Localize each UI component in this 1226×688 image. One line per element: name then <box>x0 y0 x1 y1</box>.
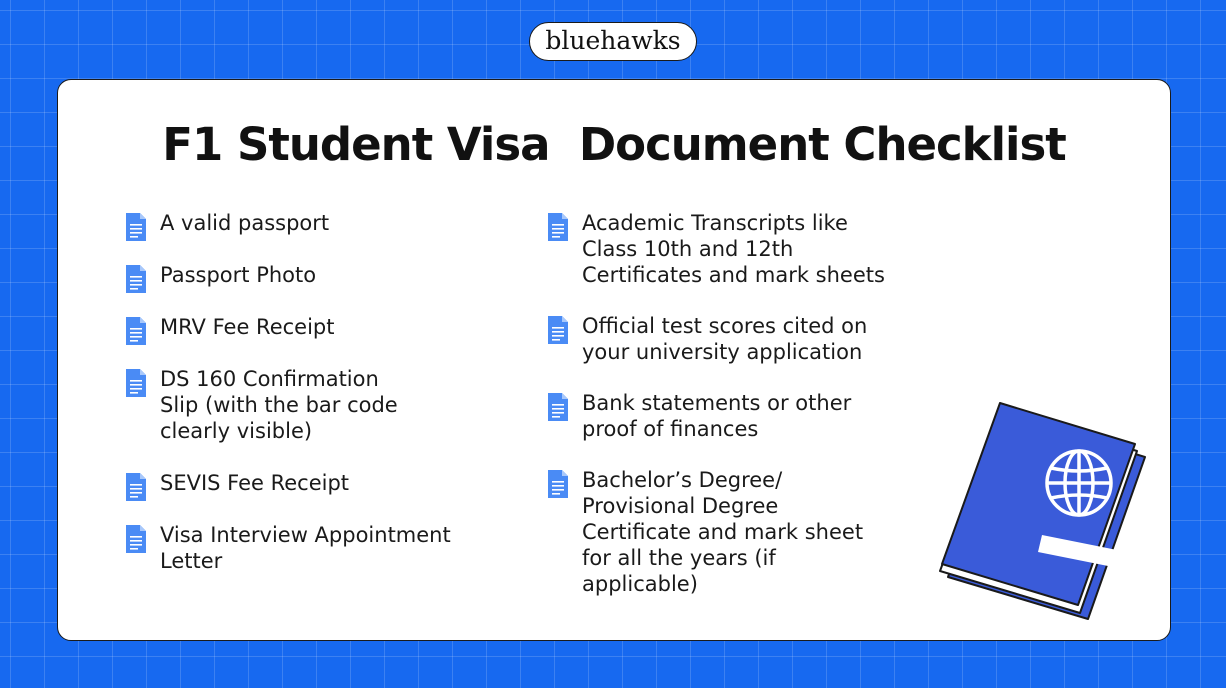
checklist-item <box>124 522 504 574</box>
checklist-item-label: DS 160 Confirmation Slip (with the bar code clearly visible) <box>160 367 398 443</box>
checklist-item <box>546 313 936 365</box>
checklist-item-label: Passport Photo <box>160 263 317 287</box>
document-icon <box>124 316 148 346</box>
checklist-left-column <box>124 210 504 600</box>
checklist-card <box>57 79 1171 641</box>
checklist-right-column <box>546 210 936 622</box>
checklist-item-label: Bank statements or other proof of finances <box>582 391 852 441</box>
checklist-item-label: SEVIS Fee Receipt <box>160 471 350 495</box>
checklist-item <box>546 210 936 288</box>
document-icon <box>124 472 148 502</box>
document-icon <box>546 212 570 242</box>
checklist-item <box>124 470 504 496</box>
checklist-item <box>124 262 504 288</box>
checklist-item <box>124 210 504 236</box>
document-icon <box>124 524 148 554</box>
checklist-item <box>124 366 504 444</box>
checklist-item-label: Bachelor’s Degree/ Provisional Degree Certificate and mark sheet for all the years (if applicable) <box>582 468 864 596</box>
document-icon <box>124 212 148 242</box>
checklist-item-label: Visa Interview Appointment Letter <box>160 523 451 573</box>
document-icon <box>546 392 570 422</box>
checklist-item <box>124 314 504 340</box>
document-icon <box>546 315 570 345</box>
passport-icon <box>938 395 1158 625</box>
checklist-item-label: MRV Fee Receipt <box>160 315 335 339</box>
checklist-item-label: Official test scores cited on your university application <box>582 314 868 364</box>
document-icon <box>124 264 148 294</box>
checklist-item <box>546 467 936 597</box>
checklist-item <box>546 390 936 442</box>
page-title: F1 Student Visa Document Checklist <box>162 118 1066 171</box>
checklist-item-label: Academic Transcripts like Class 10th and 12th Certificates and mark sheets <box>582 211 885 287</box>
document-icon <box>124 368 148 398</box>
checklist-item-label: A valid passport <box>160 211 330 235</box>
document-icon <box>546 469 570 499</box>
brand-logo: bluehawks <box>529 22 697 61</box>
